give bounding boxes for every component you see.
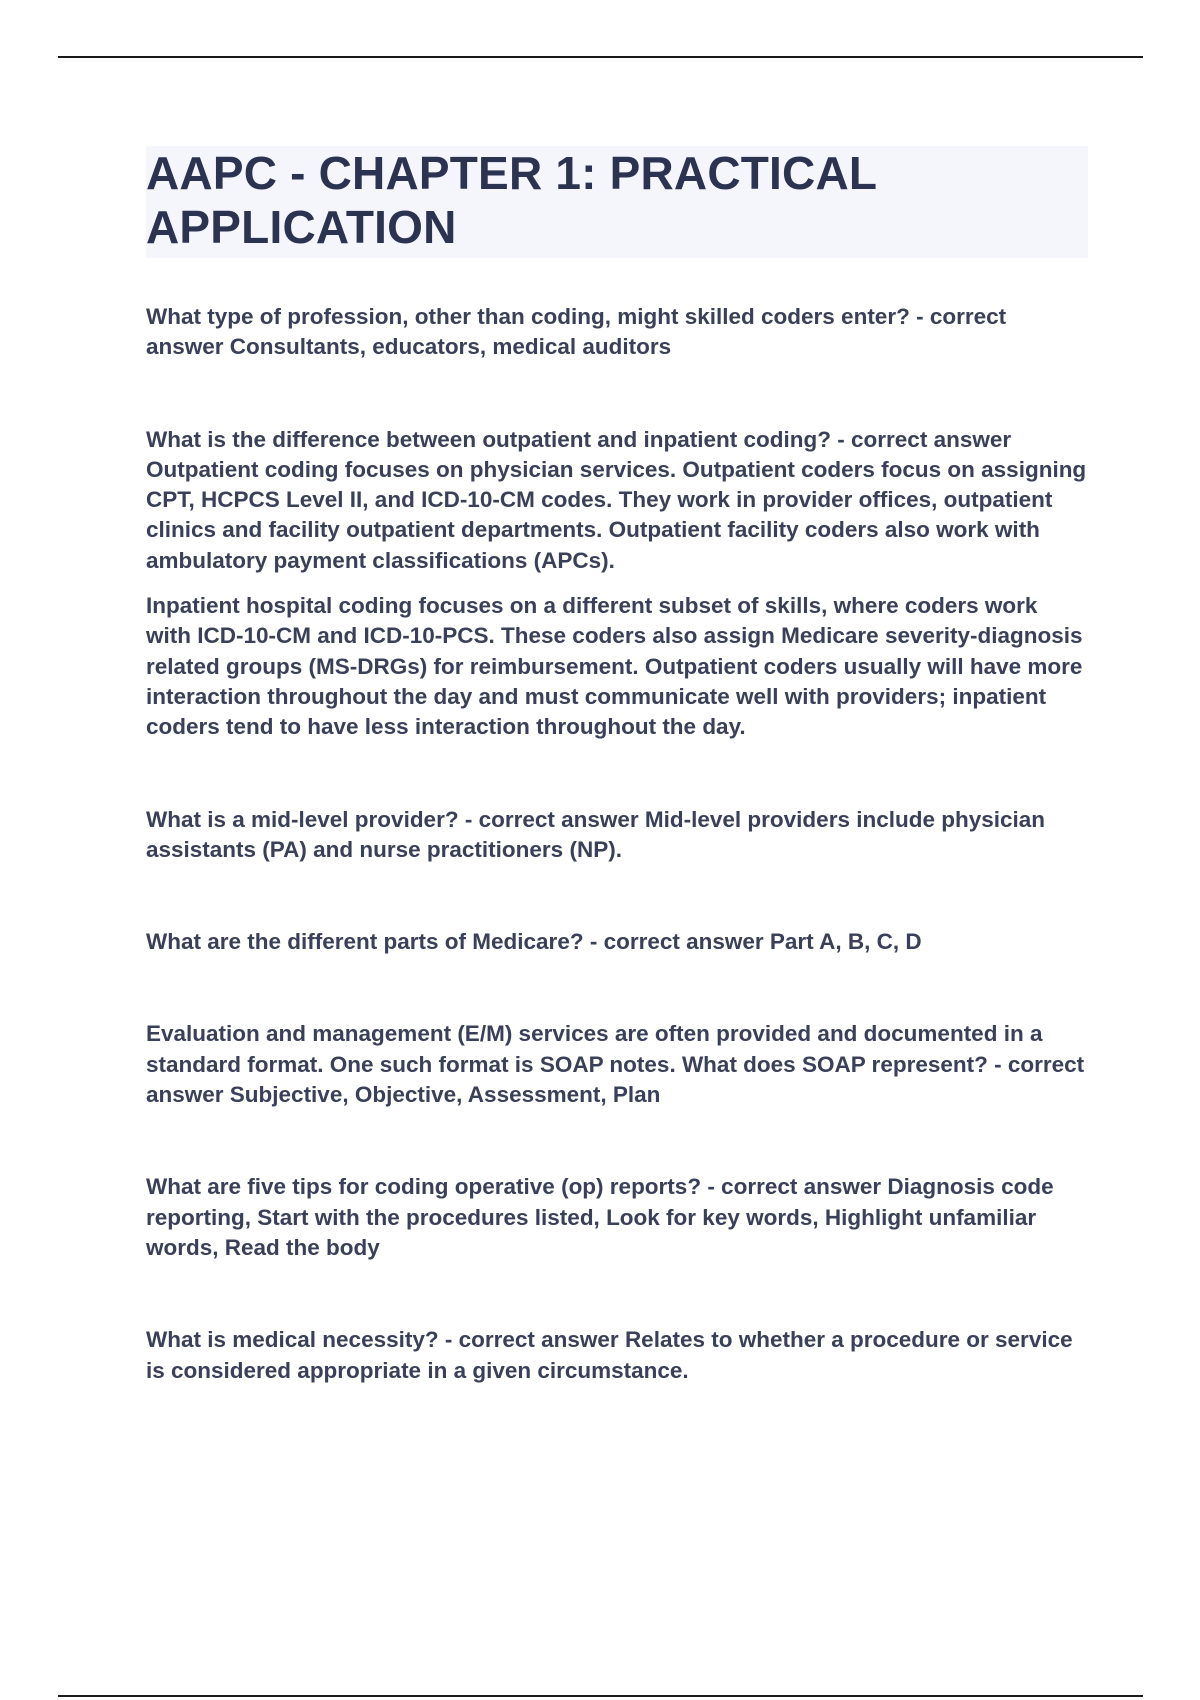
qa-paragraph: Inpatient hospital coding focuses on a different subset of skills, where coders work with ICD-10-CM and ICD-10-PCS. These coders also assign Medicare severity-diagnosis related groups (MS-DRGs) for reimbursement. Outpatient coders usually will have more interaction throughout the day and must communicate well with providers; inpatient coders tend to have less interaction throughout the day. [146, 593, 1083, 740]
qa-item [146, 805, 1088, 866]
qa-paragraph: What is a mid-level provider? - correct answer Mid-level providers include physician assistants (PA) and nurse practitioners (NP). [146, 806, 1046, 862]
document-body [146, 146, 1088, 1448]
qa-item [146, 302, 1088, 363]
qa-paragraph: What type of profession, other than coding, might skilled coders enter? - correct answer Consultants, educators, medical auditors [146, 304, 1007, 360]
qa-paragraph: Evaluation and management (E/M) services are often provided and documented in a standard format. One such format is SOAP notes. What does SOAP represent? - correct answer Subjective, Objective, Assessment, Plan [146, 1021, 1085, 1108]
top-rule [58, 56, 1143, 58]
qa-item [146, 1172, 1088, 1263]
qa-paragraph: What are the different parts of Medicare? - correct answer Part A, B, C, D [146, 929, 922, 955]
qa-item [146, 1019, 1088, 1110]
qa-item [146, 927, 1088, 957]
title-block [146, 146, 1088, 258]
qa-paragraph: What are five tips for coding operative (op) reports? - correct answer Diagnosis code reporting, Start with the procedures listed, Look for key words, Highlight unfamiliar words, Read the body [146, 1174, 1054, 1260]
qa-paragraph: What is medical necessity? - correct answer Relates to whether a procedure or service is considered appropriate in a given circumstance. [146, 1327, 1073, 1383]
page-title: AAPC - CHAPTER 1: PRACTICAL APPLICATION [146, 147, 877, 253]
bottom-rule [58, 1695, 1143, 1697]
qa-paragraph: What is the difference between outpatient and inpatient coding? - correct answer Outpatient coding focuses on physician services. Outpatient coders focus on assigning CPT, HCPCS Level II, and ICD-10-CM codes. They work in provider offices, outpatient clinics and facility outpatient departments. Outpatient facility coders also work with ambulatory payment classifications (APCs). [146, 426, 1087, 573]
qa-item [146, 1325, 1088, 1386]
qa-item [146, 425, 1088, 743]
